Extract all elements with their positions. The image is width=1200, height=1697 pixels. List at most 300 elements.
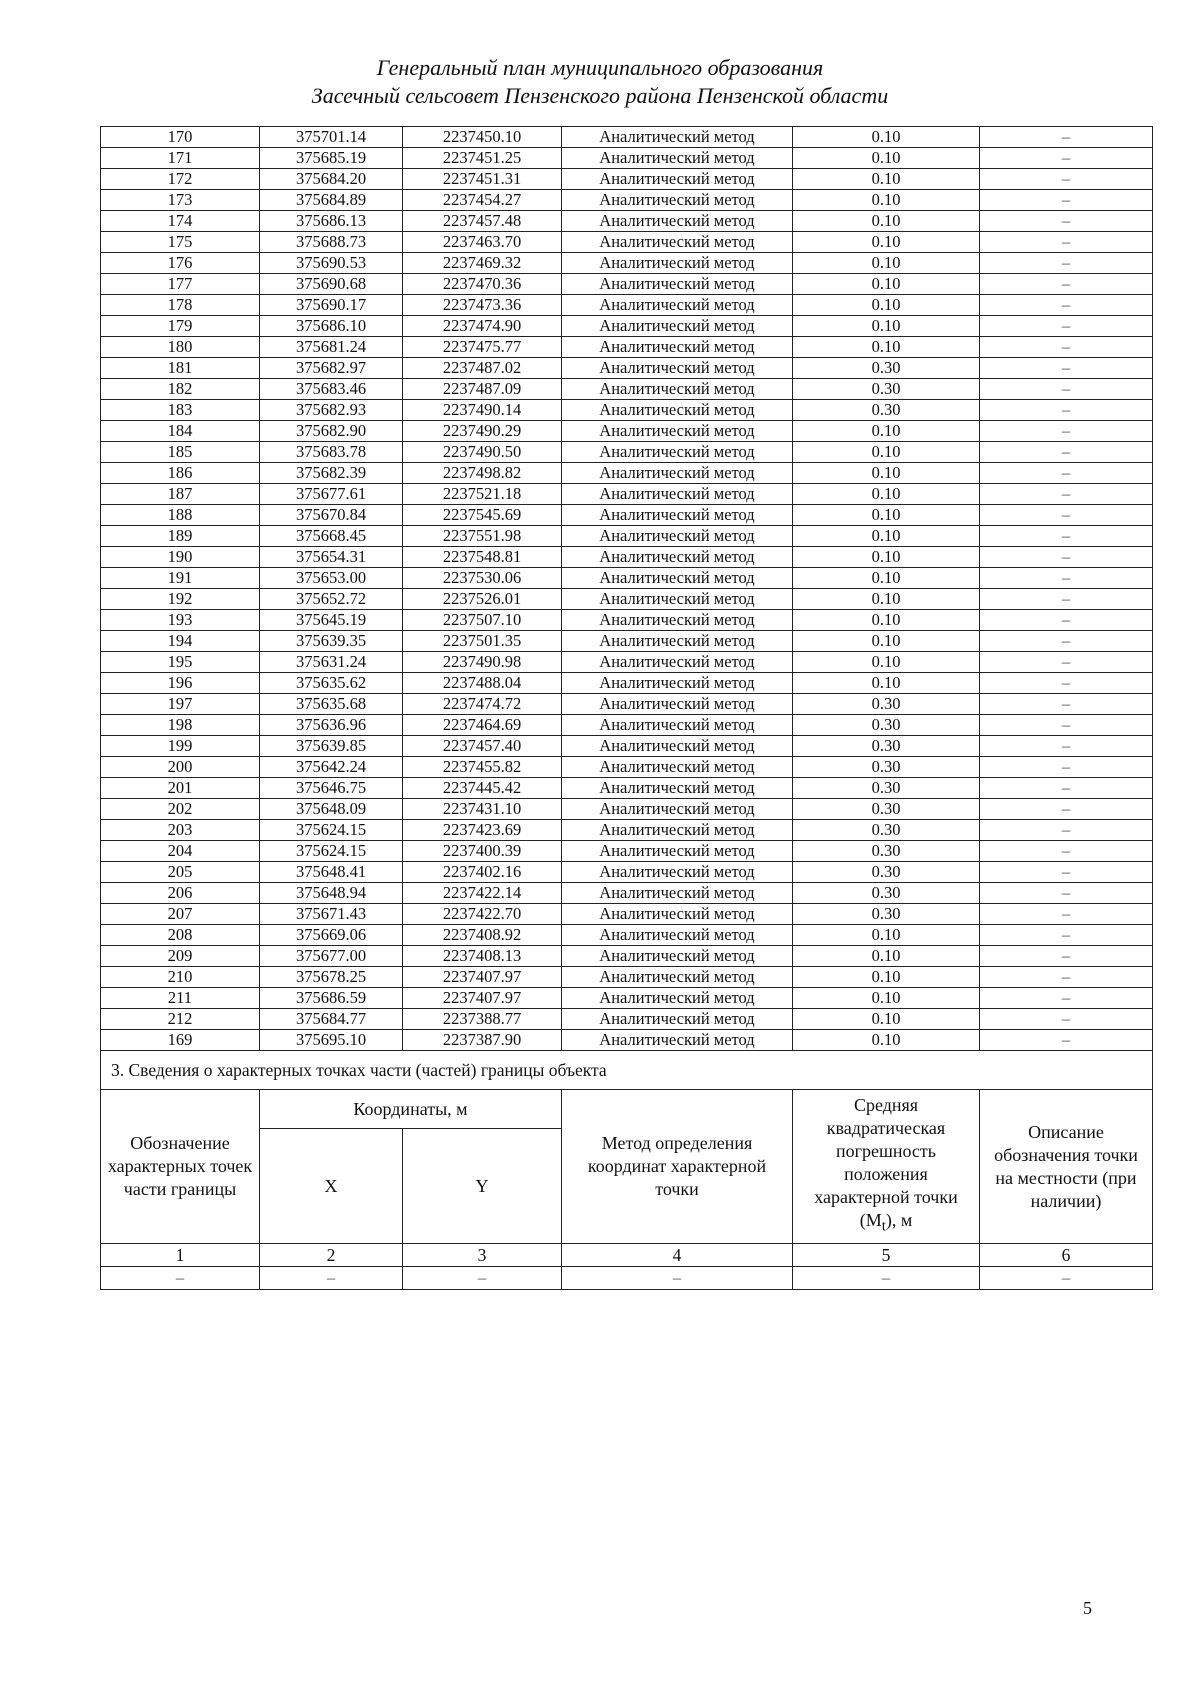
error-cell: 0.10 <box>793 526 980 547</box>
method-cell: Аналитический метод <box>562 589 793 610</box>
point-number-cell: 179 <box>101 316 260 337</box>
description-cell: – <box>980 232 1153 253</box>
error-cell: 0.10 <box>793 442 980 463</box>
method-cell: Аналитический метод <box>562 631 793 652</box>
method-cell: Аналитический метод <box>562 526 793 547</box>
x-coordinate-cell: 375648.09 <box>260 799 403 820</box>
y-coordinate-cell: 2237407.97 <box>403 988 562 1009</box>
y-coordinate-cell: 2237469.32 <box>403 253 562 274</box>
description-cell: – <box>980 799 1153 820</box>
table-row <box>101 946 1153 967</box>
error-cell: 0.30 <box>793 379 980 400</box>
y-coordinate-cell: 2237445.42 <box>403 778 562 799</box>
column-number: 1 <box>101 1244 260 1267</box>
point-number-cell: 194 <box>101 631 260 652</box>
description-cell: – <box>980 820 1153 841</box>
x-coordinate-cell: 375670.84 <box>260 505 403 526</box>
description-cell: – <box>980 547 1153 568</box>
y-coordinate-cell: 2237473.36 <box>403 295 562 316</box>
description-cell: – <box>980 421 1153 442</box>
method-cell: Аналитический метод <box>562 190 793 211</box>
table-row <box>101 295 1153 316</box>
method-cell: Аналитический метод <box>562 379 793 400</box>
method-cell: Аналитический метод <box>562 505 793 526</box>
y-coordinate-cell: 2237487.09 <box>403 379 562 400</box>
point-number-cell: 212 <box>101 1009 260 1030</box>
error-cell: 0.10 <box>793 169 980 190</box>
point-number-cell: 210 <box>101 967 260 988</box>
x-coordinate-cell: 375653.00 <box>260 568 403 589</box>
x-coordinate-cell: 375654.31 <box>260 547 403 568</box>
x-coordinate-cell: 375648.94 <box>260 883 403 904</box>
section3-title: 3. Сведения о характерных точках части (частей) границы объекта <box>101 1051 1153 1090</box>
method-cell: Аналитический метод <box>562 778 793 799</box>
x-coordinate-cell: 375686.13 <box>260 211 403 232</box>
error-cell: 0.10 <box>793 190 980 211</box>
error-cell: 0.10 <box>793 211 980 232</box>
error-cell: 0.30 <box>793 862 980 883</box>
description-cell: – <box>980 883 1153 904</box>
y-coordinate-cell: 2237530.06 <box>403 568 562 589</box>
method-cell: Аналитический метод <box>562 841 793 862</box>
point-number-cell: 198 <box>101 715 260 736</box>
description-cell: – <box>980 967 1153 988</box>
description-cell: – <box>980 925 1153 946</box>
description-cell: – <box>980 505 1153 526</box>
table-row <box>101 820 1153 841</box>
y-coordinate-cell: 2237490.29 <box>403 421 562 442</box>
method-cell: Аналитический метод <box>562 421 793 442</box>
header-line-2: Засечный сельсовет Пензенского района Пензенской области <box>311 83 889 108</box>
page-number: 5 <box>1083 1598 1092 1618</box>
point-number-cell: 208 <box>101 925 260 946</box>
error-cell: 0.30 <box>793 820 980 841</box>
error-cell: 0.10 <box>793 547 980 568</box>
point-number-cell: 171 <box>101 148 260 169</box>
table-row <box>101 358 1153 379</box>
table-row <box>101 1009 1153 1030</box>
y-coordinate-cell: 2237490.14 <box>403 400 562 421</box>
y-coordinate-cell: 2237422.70 <box>403 904 562 925</box>
empty-cell: – <box>403 1267 562 1290</box>
y-coordinate-cell: 2237408.92 <box>403 925 562 946</box>
x-coordinate-cell: 375678.25 <box>260 967 403 988</box>
x-coordinate-cell: 375690.53 <box>260 253 403 274</box>
table-row <box>101 610 1153 631</box>
error-cell: 0.10 <box>793 1030 980 1051</box>
y-coordinate-cell: 2237455.82 <box>403 757 562 778</box>
method-cell: Аналитический метод <box>562 988 793 1009</box>
x-coordinate-cell: 375684.77 <box>260 1009 403 1030</box>
method-cell: Аналитический метод <box>562 148 793 169</box>
x-coordinate-cell: 375624.15 <box>260 841 403 862</box>
table-row <box>101 547 1153 568</box>
point-number-cell: 175 <box>101 232 260 253</box>
description-cell: – <box>980 463 1153 484</box>
empty-cell: – <box>101 1267 260 1290</box>
point-number-cell: 173 <box>101 190 260 211</box>
y-coordinate-cell: 2237463.70 <box>403 232 562 253</box>
error-cell: 0.30 <box>793 778 980 799</box>
point-number-cell: 191 <box>101 568 260 589</box>
point-number-cell: 195 <box>101 652 260 673</box>
description-cell: – <box>980 841 1153 862</box>
table-row <box>101 232 1153 253</box>
error-cell: 0.10 <box>793 631 980 652</box>
section3-title-row <box>101 1051 1153 1090</box>
header-point-designation: Обозначение характерных точек части границы <box>101 1090 260 1244</box>
x-coordinate-cell: 375642.24 <box>260 757 403 778</box>
section3-block <box>101 1051 1153 1290</box>
table-row <box>101 148 1153 169</box>
y-coordinate-cell: 2237464.69 <box>403 715 562 736</box>
method-cell: Аналитический метод <box>562 211 793 232</box>
y-coordinate-cell: 2237402.16 <box>403 862 562 883</box>
description-cell: – <box>980 295 1153 316</box>
table-row <box>101 715 1153 736</box>
x-coordinate-cell: 375635.62 <box>260 673 403 694</box>
table-row <box>101 694 1153 715</box>
table-row <box>101 169 1153 190</box>
table-row <box>101 799 1153 820</box>
error-cell: 0.30 <box>793 715 980 736</box>
error-cell: 0.10 <box>793 232 980 253</box>
x-coordinate-cell: 375671.43 <box>260 904 403 925</box>
point-number-cell: 199 <box>101 736 260 757</box>
y-coordinate-cell: 2237422.14 <box>403 883 562 904</box>
point-number-cell: 176 <box>101 253 260 274</box>
error-cell: 0.10 <box>793 610 980 631</box>
table-row <box>101 505 1153 526</box>
y-coordinate-cell: 2237490.98 <box>403 652 562 673</box>
point-number-cell: 204 <box>101 841 260 862</box>
y-coordinate-cell: 2237470.36 <box>403 274 562 295</box>
error-cell: 0.10 <box>793 925 980 946</box>
y-coordinate-cell: 2237457.40 <box>403 736 562 757</box>
description-cell: – <box>980 400 1153 421</box>
method-cell: Аналитический метод <box>562 967 793 988</box>
x-coordinate-cell: 375682.39 <box>260 463 403 484</box>
description-cell: – <box>980 127 1153 148</box>
method-cell: Аналитический метод <box>562 253 793 274</box>
method-cell: Аналитический метод <box>562 736 793 757</box>
method-cell: Аналитический метод <box>562 1009 793 1030</box>
table-row <box>101 652 1153 673</box>
header-description: Описание обозначения точки на местности (при наличии) <box>980 1090 1153 1244</box>
description-cell: – <box>980 211 1153 232</box>
x-coordinate-cell: 375677.61 <box>260 484 403 505</box>
method-cell: Аналитический метод <box>562 652 793 673</box>
method-cell: Аналитический метод <box>562 610 793 631</box>
table-row <box>101 841 1153 862</box>
x-coordinate-cell: 375677.00 <box>260 946 403 967</box>
point-number-cell: 205 <box>101 862 260 883</box>
table-row <box>101 589 1153 610</box>
table-row <box>101 211 1153 232</box>
boundary-points-table <box>100 126 1153 1290</box>
y-coordinate-cell: 2237423.69 <box>403 820 562 841</box>
y-coordinate-cell: 2237507.10 <box>403 610 562 631</box>
x-coordinate-cell: 375648.41 <box>260 862 403 883</box>
error-cell: 0.30 <box>793 400 980 421</box>
header-coordinates: Координаты, м <box>260 1090 562 1129</box>
point-number-cell: 185 <box>101 442 260 463</box>
description-cell: – <box>980 904 1153 925</box>
method-cell: Аналитический метод <box>562 337 793 358</box>
table-row <box>101 463 1153 484</box>
y-coordinate-cell: 2237551.98 <box>403 526 562 547</box>
y-coordinate-cell: 2237407.97 <box>403 967 562 988</box>
description-cell: – <box>980 946 1153 967</box>
point-number-cell: 187 <box>101 484 260 505</box>
table-row <box>101 379 1153 400</box>
x-coordinate-cell: 375636.96 <box>260 715 403 736</box>
table-row <box>101 967 1153 988</box>
y-coordinate-cell: 2237501.35 <box>403 631 562 652</box>
table-row <box>101 274 1153 295</box>
points-table-body <box>101 127 1153 1051</box>
description-cell: – <box>980 568 1153 589</box>
method-cell: Аналитический метод <box>562 169 793 190</box>
error-cell: 0.10 <box>793 652 980 673</box>
point-number-cell: 181 <box>101 358 260 379</box>
error-cell: 0.30 <box>793 694 980 715</box>
point-number-cell: 170 <box>101 127 260 148</box>
description-cell: – <box>980 778 1153 799</box>
error-cell: 0.30 <box>793 904 980 925</box>
point-number-cell: 177 <box>101 274 260 295</box>
y-coordinate-cell: 2237450.10 <box>403 127 562 148</box>
method-cell: Аналитический метод <box>562 274 793 295</box>
description-cell: – <box>980 589 1153 610</box>
y-coordinate-cell: 2237457.48 <box>403 211 562 232</box>
table-row <box>101 988 1153 1009</box>
point-number-cell: 202 <box>101 799 260 820</box>
error-cell: 0.30 <box>793 799 980 820</box>
method-cell: Аналитический метод <box>562 547 793 568</box>
point-number-cell: 196 <box>101 673 260 694</box>
x-coordinate-cell: 375624.15 <box>260 820 403 841</box>
description-cell: – <box>980 274 1153 295</box>
description-cell: – <box>980 610 1153 631</box>
description-cell: – <box>980 715 1153 736</box>
y-coordinate-cell: 2237388.77 <box>403 1009 562 1030</box>
x-coordinate-cell: 375631.24 <box>260 652 403 673</box>
x-coordinate-cell: 375645.19 <box>260 610 403 631</box>
method-cell: Аналитический метод <box>562 904 793 925</box>
column-number: 3 <box>403 1244 562 1267</box>
description-cell: – <box>980 526 1153 547</box>
error-cell: 0.10 <box>793 316 980 337</box>
point-number-cell: 197 <box>101 694 260 715</box>
table-row <box>101 127 1153 148</box>
method-cell: Аналитический метод <box>562 946 793 967</box>
method-cell: Аналитический метод <box>562 316 793 337</box>
error-cell: 0.10 <box>793 967 980 988</box>
description-cell: – <box>980 652 1153 673</box>
x-coordinate-cell: 375682.97 <box>260 358 403 379</box>
table-row <box>101 862 1153 883</box>
y-coordinate-cell: 2237488.04 <box>403 673 562 694</box>
table-row <box>101 568 1153 589</box>
y-coordinate-cell: 2237408.13 <box>403 946 562 967</box>
header-mean-error <box>793 1090 980 1244</box>
point-number-cell: 206 <box>101 883 260 904</box>
point-number-cell: 193 <box>101 610 260 631</box>
method-cell: Аналитический метод <box>562 883 793 904</box>
table-row <box>101 904 1153 925</box>
method-cell: Аналитический метод <box>562 442 793 463</box>
header-method: Метод определения координат характерной точки <box>562 1090 793 1244</box>
error-cell: 0.30 <box>793 358 980 379</box>
point-number-cell: 209 <box>101 946 260 967</box>
x-coordinate-cell: 375688.73 <box>260 232 403 253</box>
x-coordinate-cell: 375684.20 <box>260 169 403 190</box>
table-row <box>101 253 1153 274</box>
y-coordinate-cell: 2237475.77 <box>403 337 562 358</box>
table-row <box>101 778 1153 799</box>
error-cell: 0.10 <box>793 253 980 274</box>
x-coordinate-cell: 375682.90 <box>260 421 403 442</box>
description-cell: – <box>980 757 1153 778</box>
x-coordinate-cell: 375685.19 <box>260 148 403 169</box>
error-cell: 0.10 <box>793 127 980 148</box>
error-cell: 0.10 <box>793 337 980 358</box>
document-header <box>0 54 1200 110</box>
y-coordinate-cell: 2237521.18 <box>403 484 562 505</box>
empty-cell: – <box>562 1267 793 1290</box>
description-cell: – <box>980 169 1153 190</box>
method-cell: Аналитический метод <box>562 484 793 505</box>
x-coordinate-cell: 375635.68 <box>260 694 403 715</box>
point-number-cell: 189 <box>101 526 260 547</box>
table-row <box>101 442 1153 463</box>
x-coordinate-cell: 375701.14 <box>260 127 403 148</box>
point-number-cell: 188 <box>101 505 260 526</box>
y-coordinate-cell: 2237545.69 <box>403 505 562 526</box>
description-cell: – <box>980 484 1153 505</box>
x-coordinate-cell: 375684.89 <box>260 190 403 211</box>
error-cell: 0.10 <box>793 148 980 169</box>
error-cell: 0.30 <box>793 841 980 862</box>
table-row <box>101 673 1153 694</box>
point-number-cell: 192 <box>101 589 260 610</box>
x-coordinate-cell: 375681.24 <box>260 337 403 358</box>
header-mean-error-subscript: t <box>881 1218 886 1235</box>
x-coordinate-cell: 375639.35 <box>260 631 403 652</box>
empty-cell: – <box>793 1267 980 1290</box>
empty-cell: – <box>260 1267 403 1290</box>
table-row <box>101 1030 1153 1051</box>
error-cell: 0.10 <box>793 988 980 1009</box>
point-number-cell: 178 <box>101 295 260 316</box>
method-cell: Аналитический метод <box>562 694 793 715</box>
y-coordinate-cell: 2237451.25 <box>403 148 562 169</box>
x-coordinate-cell: 375669.06 <box>260 925 403 946</box>
description-cell: – <box>980 631 1153 652</box>
method-cell: Аналитический метод <box>562 232 793 253</box>
empty-cell: – <box>980 1267 1153 1290</box>
x-coordinate-cell: 375690.68 <box>260 274 403 295</box>
error-cell: 0.10 <box>793 295 980 316</box>
description-cell: – <box>980 862 1153 883</box>
point-number-cell: 211 <box>101 988 260 1009</box>
table-row <box>101 190 1153 211</box>
description-cell: – <box>980 988 1153 1009</box>
error-cell: 0.10 <box>793 421 980 442</box>
error-cell: 0.10 <box>793 505 980 526</box>
y-coordinate-cell: 2237451.31 <box>403 169 562 190</box>
y-coordinate-cell: 2237548.81 <box>403 547 562 568</box>
x-coordinate-cell: 375686.10 <box>260 316 403 337</box>
error-cell: 0.10 <box>793 946 980 967</box>
method-cell: Аналитический метод <box>562 295 793 316</box>
method-cell: Аналитический метод <box>562 463 793 484</box>
description-cell: – <box>980 673 1153 694</box>
method-cell: Аналитический метод <box>562 358 793 379</box>
table-row <box>101 925 1153 946</box>
description-cell: – <box>980 442 1153 463</box>
error-cell: 0.10 <box>793 484 980 505</box>
error-cell: 0.10 <box>793 274 980 295</box>
header-line-1: Генеральный план муниципального образования <box>376 55 824 80</box>
description-cell: – <box>980 736 1153 757</box>
point-number-cell: 190 <box>101 547 260 568</box>
y-coordinate-cell: 2237387.90 <box>403 1030 562 1051</box>
method-cell: Аналитический метод <box>562 799 793 820</box>
description-cell: – <box>980 190 1153 211</box>
header-y: Y <box>403 1129 562 1244</box>
x-coordinate-cell: 375652.72 <box>260 589 403 610</box>
method-cell: Аналитический метод <box>562 715 793 736</box>
x-coordinate-cell: 375686.59 <box>260 988 403 1009</box>
x-coordinate-cell: 375683.46 <box>260 379 403 400</box>
y-coordinate-cell: 2237474.90 <box>403 316 562 337</box>
description-cell: – <box>980 1030 1153 1051</box>
method-cell: Аналитический метод <box>562 925 793 946</box>
table-row <box>101 757 1153 778</box>
table-row <box>101 883 1153 904</box>
description-cell: – <box>980 148 1153 169</box>
x-coordinate-cell: 375668.45 <box>260 526 403 547</box>
table-row <box>101 526 1153 547</box>
point-number-cell: 186 <box>101 463 260 484</box>
error-cell: 0.30 <box>793 757 980 778</box>
point-number-cell: 174 <box>101 211 260 232</box>
header-mean-error-unit: ), м <box>885 1210 913 1231</box>
description-cell: – <box>980 379 1153 400</box>
y-coordinate-cell: 2237400.39 <box>403 841 562 862</box>
method-cell: Аналитический метод <box>562 757 793 778</box>
y-coordinate-cell: 2237498.82 <box>403 463 562 484</box>
point-number-cell: 207 <box>101 904 260 925</box>
table-row <box>101 421 1153 442</box>
point-number-cell: 180 <box>101 337 260 358</box>
section3-header-row-1 <box>101 1090 1153 1129</box>
table-row <box>101 316 1153 337</box>
y-coordinate-cell: 2237454.27 <box>403 190 562 211</box>
error-cell: 0.30 <box>793 883 980 904</box>
column-number: 6 <box>980 1244 1153 1267</box>
method-cell: Аналитический метод <box>562 862 793 883</box>
table-row <box>101 631 1153 652</box>
table-row <box>101 400 1153 421</box>
y-coordinate-cell: 2237487.02 <box>403 358 562 379</box>
column-number: 4 <box>562 1244 793 1267</box>
empty-data-row <box>101 1267 1153 1290</box>
error-cell: 0.10 <box>793 1009 980 1030</box>
description-cell: – <box>980 694 1153 715</box>
